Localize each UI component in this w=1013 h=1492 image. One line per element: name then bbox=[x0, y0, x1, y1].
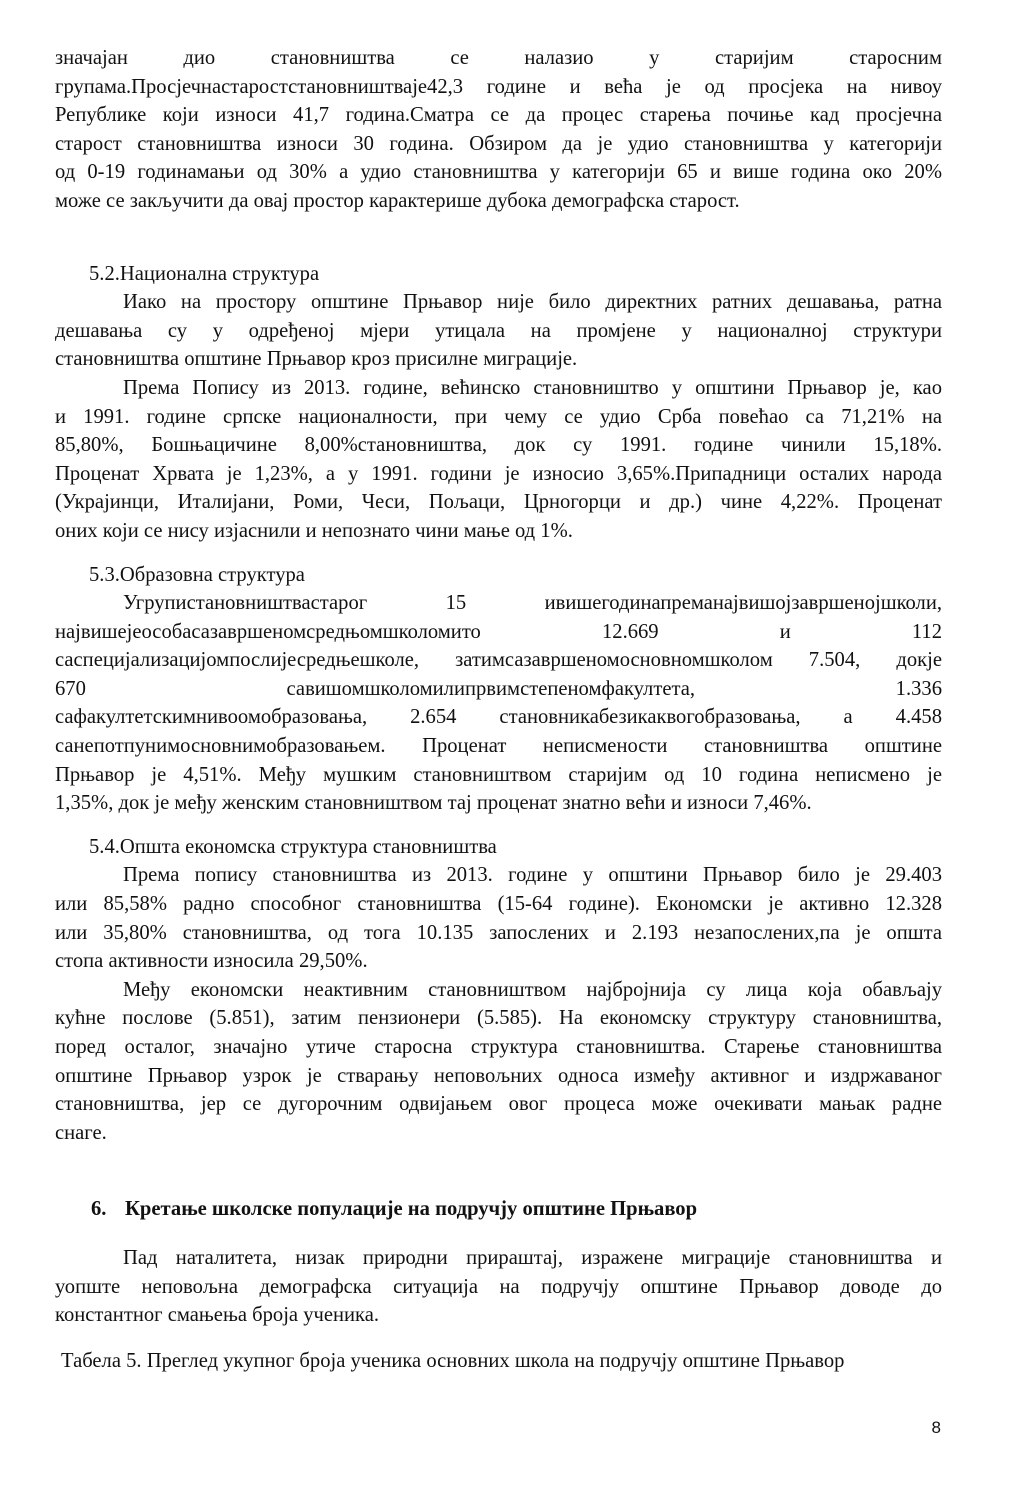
text-line: дешавања су у одређеној мјери утицала на промјене у националној структури bbox=[55, 319, 942, 342]
section-heading-5-3: 5.3.Образовна структура bbox=[89, 563, 305, 586]
text-line: 1,35%, док је међу женским становништвом тај проценат знатно већи и износи 7,46%. bbox=[55, 792, 812, 815]
text-line: становништва, јер се дугорочним одвијањем овог процеса може очекивати мањак радне bbox=[55, 1093, 942, 1116]
text-line: значајан дио становништва се налазио у старијим старосним bbox=[55, 47, 942, 69]
text-line: Прњавор је 4,51%. Међу мушким становништвом старијим од 10 година неписмено је bbox=[55, 763, 942, 786]
text-line: Међу економски неактивним становништвом најбројнија су лица која обављају bbox=[123, 978, 942, 1001]
text-line: 670 савишомшколомилипрвимстепеномфакултета, 1.336 bbox=[55, 677, 942, 700]
text-line: сафакултетскимнивоомобразовања, 2.654 становникабезикаквогобразовања, а 4.458 bbox=[55, 706, 942, 729]
paragraph-education bbox=[55, 589, 942, 818]
paragraph-economic-1 bbox=[55, 861, 942, 975]
text-line: Пад наталитета, низак природни прираштај, изражене миграције становништва и bbox=[123, 1246, 942, 1269]
text-line: снаге. bbox=[55, 1121, 107, 1144]
text-line: Према попису становништва из 2013. године у општини Прњавор било је 29.403 bbox=[123, 864, 942, 887]
paragraph-national-2 bbox=[55, 374, 942, 546]
text-line: уопште неповољна демографска ситуација на подручју општине Прњавор доводе до bbox=[55, 1275, 942, 1298]
section-heading-6 bbox=[55, 1195, 942, 1224]
text-line: стопа активности износила 29,50%. bbox=[55, 950, 368, 973]
text-line: од 0-19 годинамањи од 30% а удио становништва у категорији 65 и више година око 20% bbox=[55, 161, 942, 184]
text-line: Проценат Хрвата је 1,23%, а у 1991. години је износио 3,65%.Припадници осталих народа bbox=[55, 462, 942, 485]
page-number: 8 bbox=[931, 1418, 941, 1437]
table-caption: Табела 5. Преглед укупног броја ученика основних школа на подручју општине Прњавор bbox=[61, 1349, 845, 1372]
text-line: старост становништва износи 30 година. Обзиром да је удио становништва у категорији bbox=[55, 132, 942, 155]
text-line: (Украјинци, Италијани, Роми, Чеси, Пољаци, Црногорци и др.) чине 4,22%. Проценат bbox=[55, 491, 942, 514]
text-line: санепотпунимосновнимобразовањем. Проценат неписмености становништва општине bbox=[55, 735, 942, 758]
text-line: Према Попису из 2013. године, већинско становништво у општини Прњавор је, као bbox=[123, 376, 942, 399]
text-line: поред осталог, значајно утиче старосна структура становништва. Старење становништва bbox=[55, 1036, 942, 1058]
section-heading-5-2: 5.2.Национална структура bbox=[89, 262, 320, 285]
text-line: највишејеособасазавршеномсредњомшколомито 12.669 и 112 bbox=[55, 620, 942, 643]
text-line: може се закључити да овај простор карактерише дубока демографска старост. bbox=[55, 189, 740, 212]
paragraph-economic-2 bbox=[55, 976, 942, 1148]
text-line: општине Прњавор узрок је стварању неповољних односа између активног и издржаваног bbox=[55, 1064, 942, 1087]
text-line: константног смањења броја ученика. bbox=[55, 1304, 380, 1327]
text-line: становништва општине Прњавор кроз присилне миграције. bbox=[55, 348, 578, 371]
section-heading-5-4: 5.4.Општа економска структура становништва bbox=[89, 835, 497, 858]
text-line: кућне послове (5.851), затим пензионери (5.585). На економску структуру становништва, bbox=[55, 1007, 942, 1030]
section-title: Кретање школске популације на подручју општине Прњавор bbox=[125, 1198, 698, 1221]
paragraph-school-population bbox=[55, 1244, 942, 1330]
document-page bbox=[55, 44, 942, 1375]
text-line: и 1991. године српске националности, при чему се удио Срба повећао са 71,21% на bbox=[55, 405, 942, 428]
text-line: 85,80%, Бошњацичине 8,00%становништва, док су 1991. године чинили 15,18%. bbox=[55, 434, 942, 457]
section-number: 6. bbox=[91, 1198, 107, 1221]
paragraph-age-structure bbox=[55, 44, 942, 216]
paragraph-national-1 bbox=[55, 288, 942, 374]
text-line: или 35,80% становништва, од тога 10.135 запослених и 2.193 незапослених,па је општа bbox=[55, 921, 942, 944]
text-line: Угрупистановништвастарог 15 ивишегодинапреманајвишојзавршенојшколи, bbox=[123, 592, 942, 615]
text-line: или 85,58% радно способног становништва (15-64 године). Економски је активно 12.328 bbox=[55, 893, 942, 916]
text-line: саспецијализацијомпослијесредњешколе, затимсазавршеномосновномшколом 7.504, докје bbox=[55, 649, 942, 672]
text-line: Републике који износи 41,7 година.Сматра се да процес старења почиње кад просјечна bbox=[55, 104, 942, 127]
text-line: групама.Просјечнастаростстановништваје42,3 године и већа је од просјека на нивоу bbox=[55, 75, 942, 98]
text-line: Иако на простору општине Прњавор није било директних ратних дешавања, ратна bbox=[123, 291, 942, 314]
text-line: оних који се нису изјаснили и непознато чини мање од 1%. bbox=[55, 519, 573, 542]
